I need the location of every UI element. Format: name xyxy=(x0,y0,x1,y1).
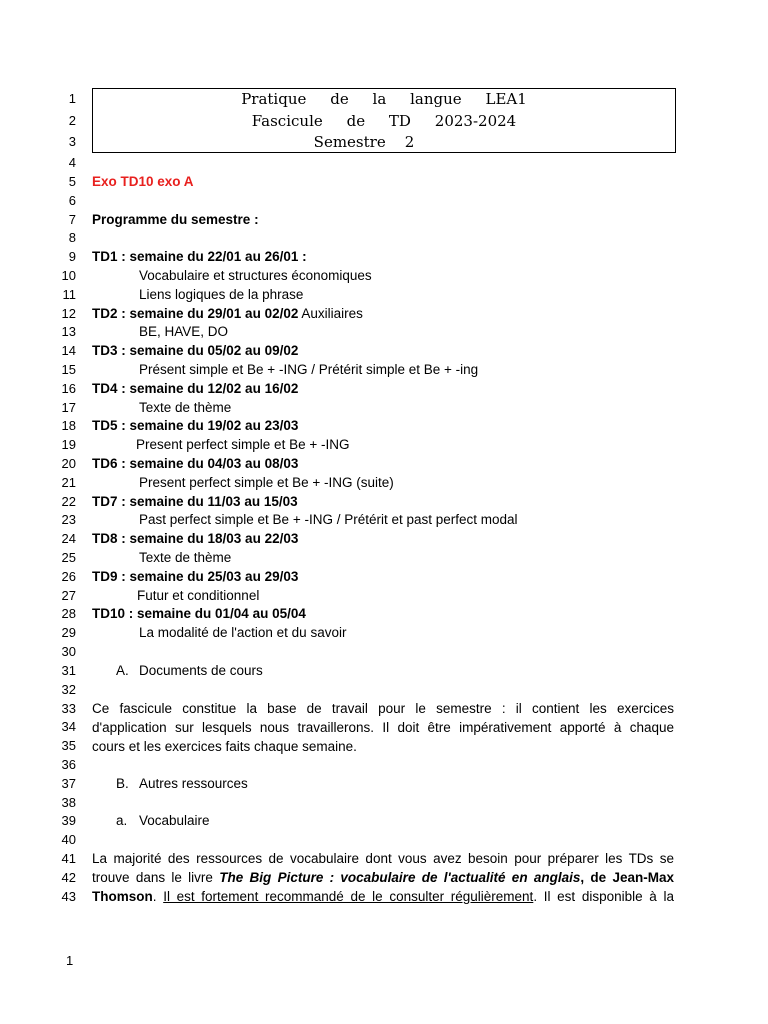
line-number: 42 xyxy=(61,870,76,885)
td1-heading: TD1 : semaine du 22/01 au 26/01 : xyxy=(92,249,307,264)
line-number: 9 xyxy=(68,249,76,264)
line-number: 14 xyxy=(61,343,76,358)
line-number: 6 xyxy=(68,193,76,208)
section-a-heading: Documents de cours xyxy=(139,663,263,678)
td6-heading: TD6 : semaine du 04/03 au 08/03 xyxy=(92,456,299,471)
line-number: 7 xyxy=(68,212,76,227)
author-name: Thomson xyxy=(92,888,153,904)
line-number: 13 xyxy=(61,324,76,339)
td8-heading: TD8 : semaine du 18/03 au 22/03 xyxy=(92,531,299,546)
line-number: 25 xyxy=(61,550,76,565)
intro-paragraph xyxy=(92,700,674,757)
line-number: 8 xyxy=(68,230,76,245)
programme-heading: Programme du semestre : xyxy=(92,212,259,227)
title-line-3: Semestre 2 xyxy=(313,133,415,151)
td9-heading: TD9 : semaine du 25/03 au 29/03 xyxy=(92,569,299,584)
line-number: 26 xyxy=(61,569,76,584)
recommendation-text: Il est fortement recommandé de le consulter régulièrement xyxy=(163,888,534,904)
td10-heading: TD10 : semaine du 01/04 au 05/04 xyxy=(92,606,306,621)
title-line-1: Pratique de la langue LEA1 xyxy=(241,90,527,108)
line-number: 28 xyxy=(61,606,76,621)
section-b-marker: B. xyxy=(116,776,129,791)
line-number: 39 xyxy=(61,813,76,828)
line-number: 19 xyxy=(61,437,76,452)
line-number: 30 xyxy=(61,644,76,659)
paragraph-line xyxy=(92,888,674,907)
subsection-a-marker: a. xyxy=(116,813,128,828)
td2-item: BE, HAVE, DO xyxy=(139,324,229,339)
section-b-heading: Autres ressources xyxy=(139,776,248,791)
line-number: 21 xyxy=(61,475,76,490)
paragraph-line: La majorité des ressources de vocabulaire dont vous avez besoin pour préparer les TDs se xyxy=(92,851,674,866)
td2-inline-topic: Auxiliaires xyxy=(298,306,363,321)
line-number: 34 xyxy=(61,719,76,734)
td9-item: Futur et conditionnel xyxy=(137,588,260,603)
td5-item: Present perfect simple et Be + -ING xyxy=(136,437,350,452)
td2-heading-row xyxy=(92,305,363,323)
paragraph-line: d'application sur lesquels nous travaillerons. Il doit être impérativement apporté à chaque xyxy=(92,719,674,735)
page-number: 1 xyxy=(66,953,74,968)
vocabulary-paragraph xyxy=(92,850,674,907)
title-line-2: Fascicule de TD 2023-2024 xyxy=(251,112,517,130)
line-number: 24 xyxy=(61,531,76,546)
line-number: 29 xyxy=(61,625,76,640)
line-number: 15 xyxy=(61,362,76,377)
line-number: 16 xyxy=(61,381,76,396)
text-run: . Il est disponible à la xyxy=(533,888,674,904)
line-number: 41 xyxy=(61,851,76,866)
paragraph-line: cours et les exercices faits chaque semaine. xyxy=(92,738,357,754)
line-number: 35 xyxy=(61,738,76,753)
line-number: 20 xyxy=(61,456,76,471)
section-a-marker: A. xyxy=(116,663,129,678)
line-number: 27 xyxy=(61,588,76,603)
line-number: 33 xyxy=(61,701,76,716)
line-number: 31 xyxy=(61,663,76,678)
line-number: 18 xyxy=(61,418,76,433)
td5-heading: TD5 : semaine du 19/02 au 23/03 xyxy=(92,418,299,433)
line-number: 37 xyxy=(61,776,76,791)
line-number: 11 xyxy=(62,287,76,302)
td7-item: Past perfect simple et Be + -ING / Prétérit et past perfect modal xyxy=(139,512,518,527)
exercise-label: Exo TD10 exo A xyxy=(92,174,194,189)
td2-heading: TD2 : semaine du 29/01 au 02/02 xyxy=(92,306,299,321)
book-title: The Big Picture : vocabulaire de l'actualité en anglais xyxy=(219,869,581,885)
line-number: 32 xyxy=(61,682,76,697)
td3-item: Présent simple et Be + -ING / Prétérit simple et Be + -ing xyxy=(139,362,479,377)
line-number: 5 xyxy=(68,174,76,189)
line-number: 43 xyxy=(61,889,76,904)
text-run: trouve dans le livre xyxy=(92,869,220,885)
line-number: 38 xyxy=(61,795,76,810)
td1-item: Vocabulaire et structures économiques xyxy=(139,268,372,283)
line-number: 10 xyxy=(61,268,76,283)
line-number: 40 xyxy=(61,832,76,847)
line-number: 17 xyxy=(61,400,76,415)
td6-item: Present perfect simple et Be + -ING (suite) xyxy=(139,475,394,490)
subsection-a-heading: Vocabulaire xyxy=(139,813,210,828)
td1-item: Liens logiques de la phrase xyxy=(139,287,304,302)
line-number: 36 xyxy=(61,757,76,772)
line-number: 1 xyxy=(68,91,76,106)
td3-heading: TD3 : semaine du 05/02 au 09/02 xyxy=(92,343,299,358)
line-number: 12 xyxy=(61,306,76,321)
line-number: 4 xyxy=(68,155,76,170)
document-title-box xyxy=(92,88,676,153)
td8-item: Texte de thème xyxy=(139,550,232,565)
td4-heading: TD4 : semaine du 12/02 au 16/02 xyxy=(92,381,299,396)
text-run: , de Jean-Max xyxy=(580,869,674,885)
paragraph-line: Ce fascicule constitue la base de travail pour le semestre : il contient les exercices xyxy=(92,701,674,716)
td7-heading: TD7 : semaine du 11/03 au 15/03 xyxy=(92,494,298,509)
paragraph-line xyxy=(92,869,674,888)
text-run: . xyxy=(152,888,164,904)
line-number: 22 xyxy=(61,494,76,509)
line-number: 3 xyxy=(68,134,76,149)
td4-item: Texte de thème xyxy=(139,400,232,415)
line-number: 23 xyxy=(61,512,76,527)
line-number: 2 xyxy=(68,113,76,128)
td10-item: La modalité de l'action et du savoir xyxy=(139,625,347,640)
